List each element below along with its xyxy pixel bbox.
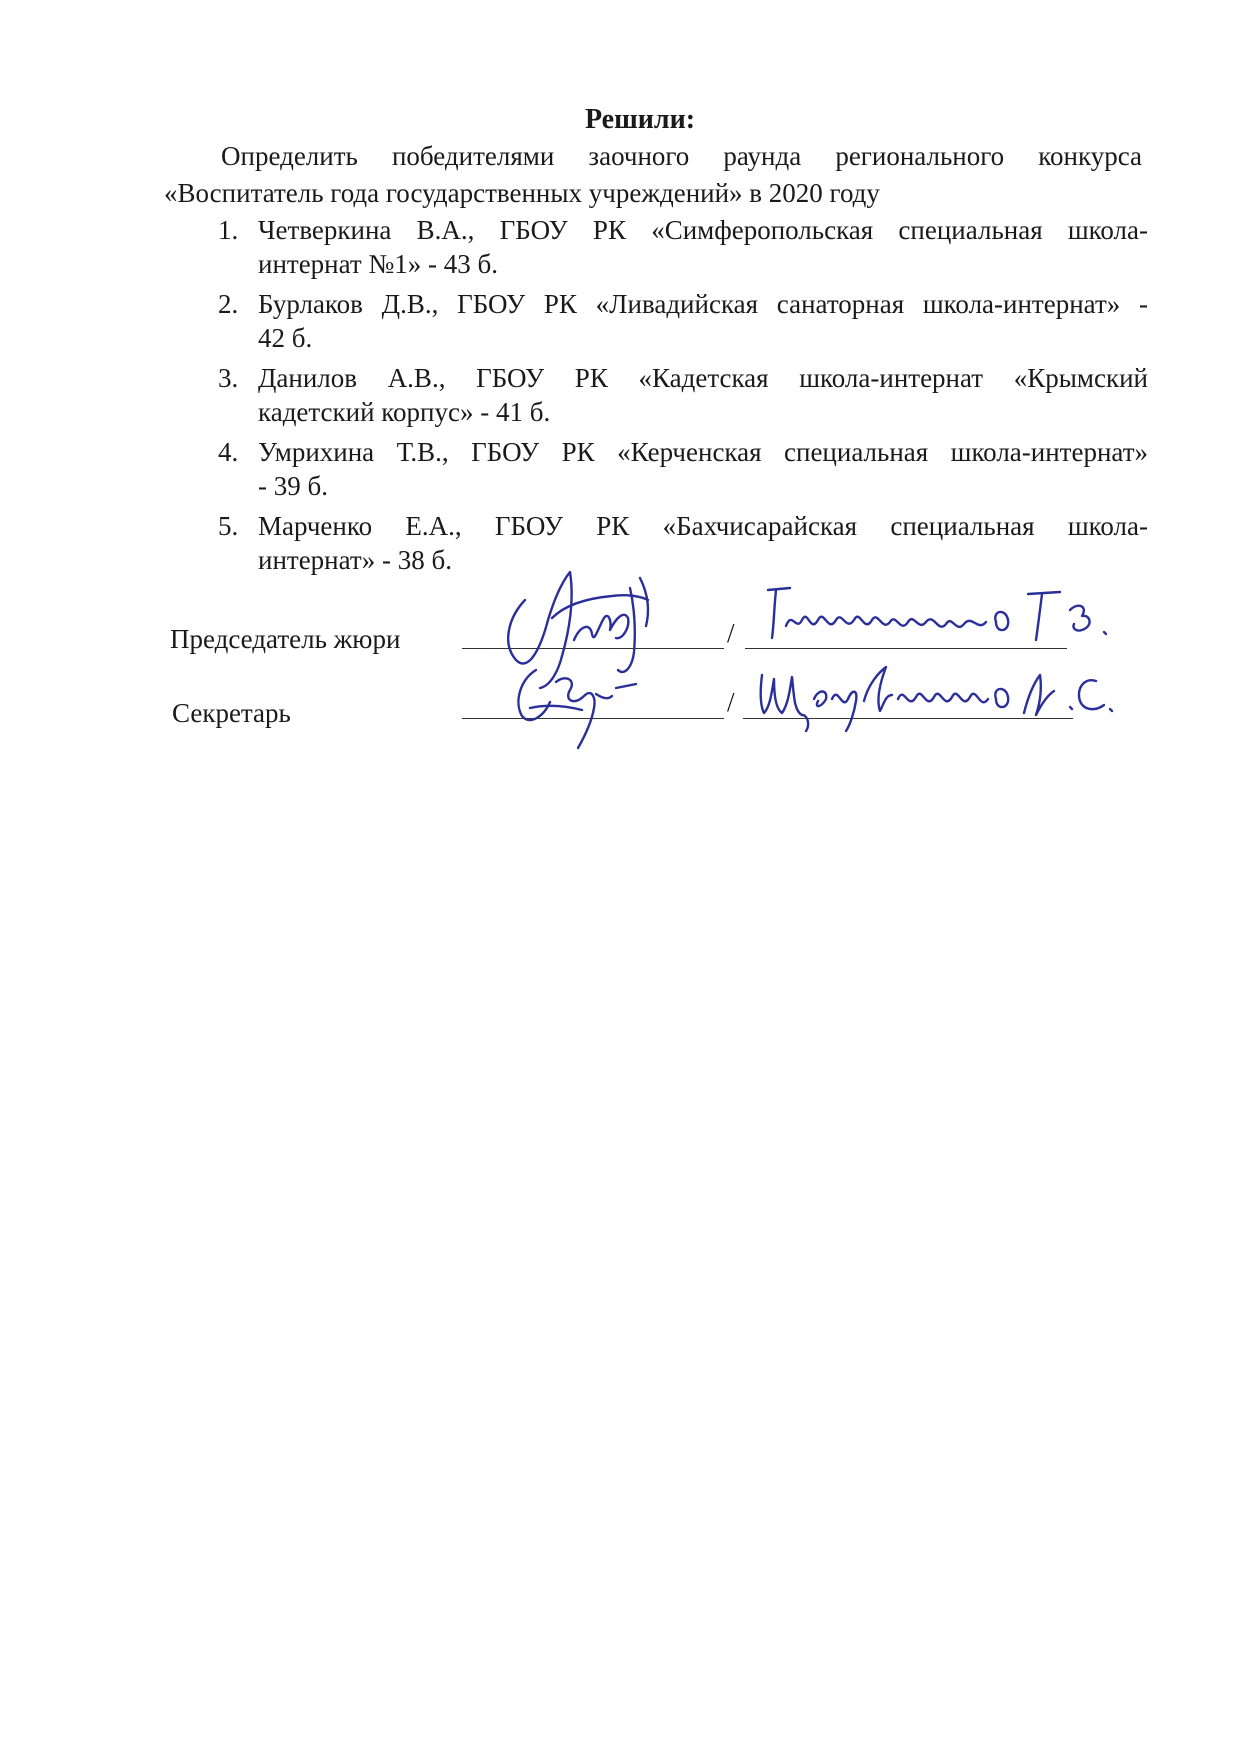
intro-line-2: «Воспитатель года государственных учреждений» в 2020 году bbox=[164, 178, 880, 208]
winner-text bbox=[218, 361, 1148, 429]
winner-text bbox=[218, 509, 1148, 577]
winner-item-2 bbox=[218, 287, 1148, 355]
intro-line-1: Определить победителями заочного раунда регионального конкурса bbox=[221, 141, 1142, 171]
chair-separator: / bbox=[727, 618, 735, 648]
secretary-name-handwritten-image bbox=[748, 655, 1118, 735]
secretary-label: Секретарь bbox=[172, 698, 291, 728]
winner-line-1: Четверкина В.А., ГБОУ РК «Симферопольская специальная школа- bbox=[258, 215, 1148, 245]
winner-item-1 bbox=[218, 213, 1148, 281]
winner-line-2: кадетский корпус» - 41 б. bbox=[258, 397, 551, 427]
winner-line-1: Данилов А.В., ГБОУ РК «Кадетская школа-интернат «Крымский bbox=[258, 363, 1148, 393]
winner-number: 2. bbox=[218, 289, 239, 319]
winner-number: 4. bbox=[218, 437, 239, 467]
winner-line-1: Бурлаков Д.В., ГБОУ РК «Ливадийская санаторная школа-интернат» - bbox=[258, 289, 1148, 319]
chair-label: Председатель жюри bbox=[170, 624, 401, 654]
winner-line-2: - 39 б. bbox=[258, 471, 328, 501]
secretary-signature-image bbox=[500, 650, 660, 760]
winner-line-1: Умрихина Т.В., ГБОУ РК «Керченская специальная школа-интернат» bbox=[258, 437, 1148, 467]
winner-item-3 bbox=[218, 361, 1148, 429]
decision-intro bbox=[164, 138, 1142, 212]
winner-text bbox=[218, 435, 1148, 503]
secretary-separator: / bbox=[727, 687, 735, 717]
winner-line-2: 42 б. bbox=[258, 323, 313, 353]
chair-name-handwritten-image bbox=[760, 580, 1120, 650]
winner-line-1: Марченко Е.А., ГБОУ РК «Бахчисарайская специальная школа- bbox=[258, 511, 1148, 541]
winner-item-5 bbox=[218, 509, 1148, 577]
decision-heading: Решили: bbox=[584, 104, 696, 135]
winner-line-2: интернат №1» - 43 б. bbox=[258, 249, 498, 279]
winners-list bbox=[218, 213, 1148, 583]
winner-number: 5. bbox=[218, 511, 239, 541]
winner-item-4 bbox=[218, 435, 1148, 503]
winner-text bbox=[218, 287, 1148, 355]
winner-number: 3. bbox=[218, 363, 239, 393]
winner-number: 1. bbox=[218, 215, 239, 245]
winner-text bbox=[218, 213, 1148, 281]
winner-line-2: интернат» - 38 б. bbox=[258, 545, 452, 575]
